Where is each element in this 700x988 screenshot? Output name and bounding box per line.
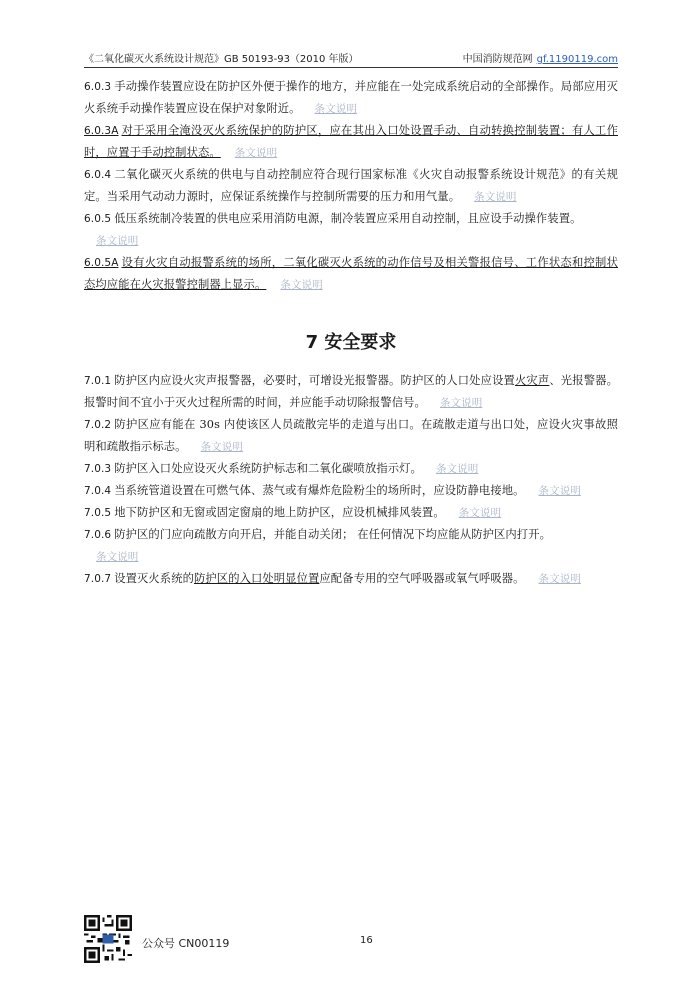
clause-number: 7.0.3	[84, 463, 112, 475]
clause-explanation-link[interactable]: 条文说明	[435, 463, 479, 475]
clause-text: 防护区的入口处明显位置	[194, 572, 320, 585]
clause-explanation-link[interactable]: 条文说明	[538, 573, 581, 585]
clause-number: 6.0.3A	[84, 125, 119, 137]
clause-number: 6.0.4	[84, 169, 112, 181]
clause-number: 7.0.6	[84, 529, 112, 541]
clause-number: 7.0.7	[84, 573, 112, 585]
clause-paragraph	[84, 568, 618, 590]
clause-explanation-link[interactable]: 条文说明	[439, 397, 483, 409]
page-number: 16	[360, 935, 373, 946]
clause-explanation-link[interactable]: 条文说明	[96, 551, 139, 563]
header-divider	[84, 67, 618, 68]
clause-explanation-link[interactable]: 条文说明	[458, 507, 502, 519]
clause-explanation-link[interactable]: 条文说明	[200, 441, 243, 453]
section-6-clauses	[84, 76, 618, 296]
clause-number: 7.0.2	[84, 419, 112, 431]
clause-paragraph	[84, 458, 618, 480]
clause-explanation-link[interactable]: 条文说明	[280, 279, 323, 291]
clause-paragraph	[84, 502, 618, 524]
site-name: 中国消防规范网	[462, 54, 533, 65]
clause-text: 设置灭火系统的	[114, 572, 194, 585]
clause-text: 防护区的门应向疏散方向开启，并能自动关闭； 在任何情况下均应能从防护区内打开。	[114, 528, 551, 541]
clause-explanation-link[interactable]: 条文说明	[314, 103, 357, 115]
site-info	[463, 50, 618, 65]
clause-text: 应配备专用的空气呼吸器或氧气呼吸器。	[319, 572, 525, 585]
clause-number: 6.0.5A	[84, 257, 119, 269]
section-title: 7 安全要求	[305, 332, 397, 353]
clause-paragraph	[84, 252, 618, 296]
clause-number: 7.0.1	[84, 375, 112, 387]
clause-text: 对于采用全淹没灭火系统保护的防护区，应在其出入口处设置手动、自动转换控制装置；有人工作时，应置于手动控制状态。	[84, 124, 618, 159]
clause-text: 当系统管道设置在可燃气体、蒸气或有爆炸危险粉尘的场所时，应设防静电接地。	[114, 484, 525, 497]
clause-text: 手动操作装置应设在防护区外便于操作的地方，并应能在一处完成系统启动的全部操作。局部应用灭火系统手动操作装置应设在保护对象附近。	[84, 80, 618, 115]
clause-text: 防护区入口处应设灭火系统防护标志和二氧化碳喷放指示灯。	[114, 462, 422, 475]
clause-paragraph	[84, 370, 618, 414]
clause-text: 地下防护区和无窗或固定窗扇的地上防护区，应设机械排风装置。	[114, 506, 445, 519]
wechat-account: 公众号 CN00119	[142, 937, 230, 950]
document-title: 《二氧化碳灭火系统设计规范》GB 50193-93（2010 年版）	[84, 54, 359, 65]
clause-number: 7.0.4	[84, 485, 112, 497]
clause-explanation-link[interactable]: 条文说明	[474, 191, 517, 203]
clause-number: 7.0.5	[84, 507, 112, 519]
clause-paragraph	[84, 414, 618, 458]
qr-code-icon	[84, 915, 132, 963]
page-footer	[84, 915, 618, 971]
clause-number: 6.0.3	[84, 81, 112, 93]
clause-paragraph	[84, 76, 618, 120]
clause-text: 设有火灾自动报警系统的场所，二氧化碳灭火系统的动作信号及相关警报信号、工作状态和控制状态均应能在火灾报警控制器上显示。	[84, 256, 618, 291]
clause-text: 二氧化碳灭火系统的供电与自动控制应符合现行国家标准《火灾自动报警系统设计规范》的有关规定。当采用气动动力源时，应保证系统操作与控制所需要的压力和用气量。	[84, 168, 618, 203]
clause-paragraph	[84, 208, 618, 252]
site-url-link[interactable]: gf.1190119.com	[536, 54, 618, 65]
clause-number: 6.0.5	[84, 213, 112, 225]
section-7-clauses	[84, 370, 618, 590]
clause-explanation-link[interactable]: 条文说明	[538, 485, 581, 497]
clause-paragraph	[84, 164, 618, 208]
clause-paragraph	[84, 480, 618, 502]
clause-text: 防护区应有能在 30s 内使该区人员疏散完毕的走道与出口。在疏散走道与出口处，应设火灾事故照明和疏散指示标志。	[84, 418, 618, 453]
clause-explanation-link[interactable]: 条文说明	[96, 235, 139, 247]
clause-text: 防护区内应设火灾声报警器，必要时，可增设光报警器。防护区的人口处应设置	[114, 374, 515, 387]
clause-text: 火灾声	[514, 374, 550, 387]
page-content	[84, 76, 618, 585]
clause-explanation-link[interactable]: 条文说明	[234, 147, 278, 159]
clause-paragraph	[84, 524, 618, 568]
clause-text: 、光报警器。报警时间不宜小于灭火过程所需的时间，并应能手动切除报警信号。	[84, 374, 618, 409]
clause-paragraph	[84, 120, 618, 164]
clause-text: 低压系统制冷装置的供电应采用消防电源，制冷装置应采用自动控制，且应设手动操作装置。	[114, 212, 582, 225]
